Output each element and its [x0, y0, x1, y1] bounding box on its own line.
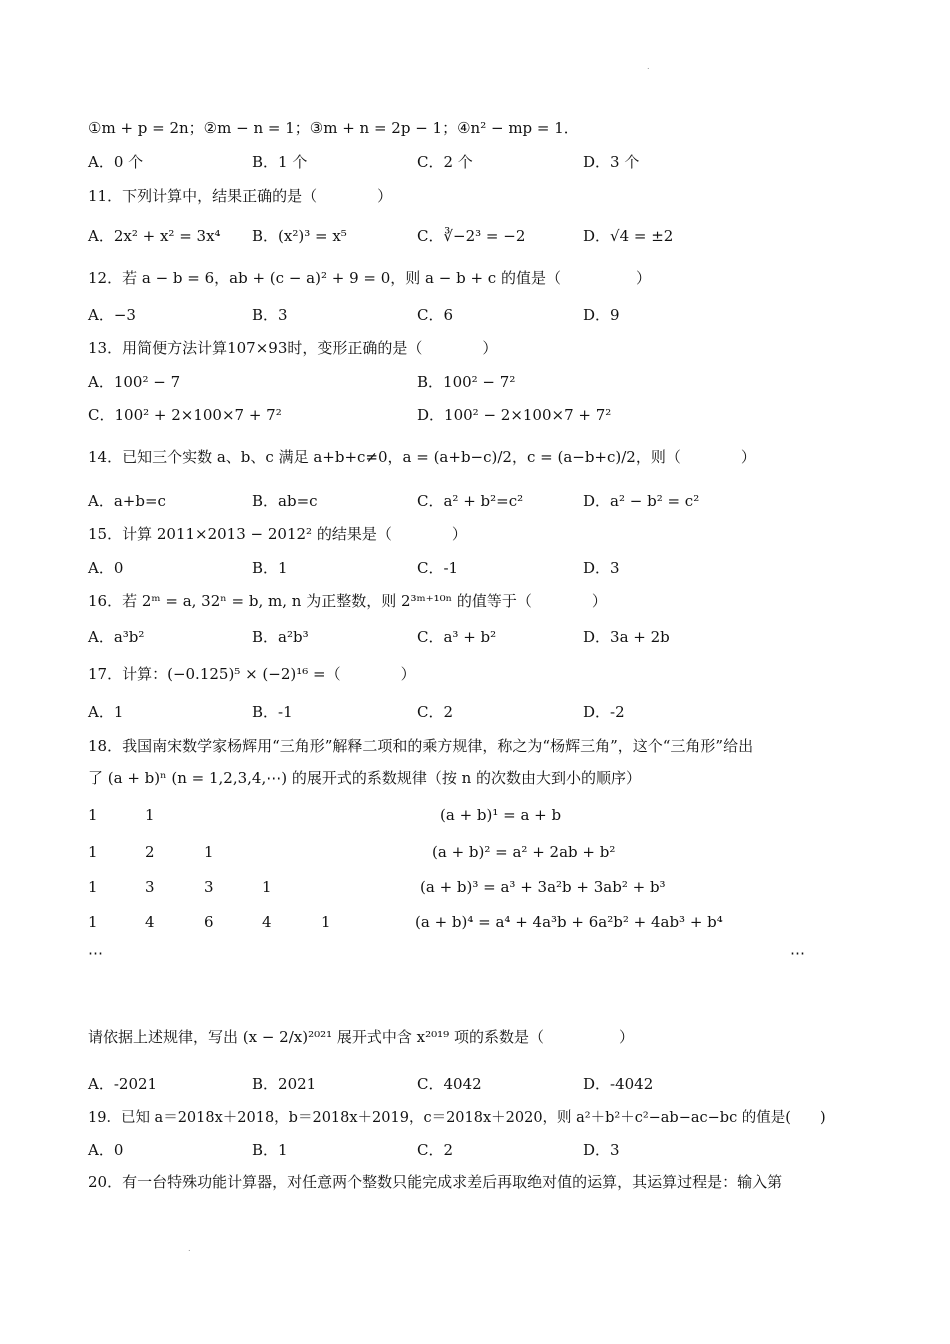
q11-option-d: D．√4 = ±2 — [583, 227, 674, 245]
triangle-row1-num1: 1 — [88, 806, 98, 824]
q18-stem-line1: 18．我国南宋数学家杨辉用“三角形”解释二项和的乘方规律，称之为“杨辉三角”，这个“三角形”给出 — [88, 737, 754, 755]
q17-option-d: D．-2 — [583, 703, 625, 721]
q16-option-b: B．a²b³ — [252, 628, 309, 646]
triangle-ellipsis-left: ⋯ — [88, 944, 103, 962]
q19-option-a: A．0 — [88, 1141, 124, 1159]
q16-option-d: D．3a + 2b — [583, 628, 670, 646]
q12-option-b: B．3 — [252, 306, 288, 324]
q17-option-c: C．2 — [417, 703, 454, 721]
q18-option-c: C．4042 — [417, 1075, 482, 1093]
triangle-row3-num4: 1 — [262, 878, 272, 896]
q10-option-a: A．0 个 — [88, 153, 144, 171]
q18-stem-line2: 了 (a + b)ⁿ (n = 1,2,3,4,⋯) 的展开式的系数规律（按 n 的次数由大到小的顺序） — [88, 769, 642, 787]
q11-option-c: C．∛−2³ = −2 — [417, 227, 526, 245]
triangle-row2-formula: (a + b)² = a² + 2ab + b² — [432, 843, 616, 861]
q15-option-d: D．3 — [583, 559, 620, 577]
q11-option-b: B．(x²)³ = x⁵ — [252, 227, 347, 245]
q17-option-a: A．1 — [88, 703, 124, 721]
triangle-row2-num3: 1 — [204, 843, 214, 861]
triangle-row2-num1: 1 — [88, 843, 98, 861]
q13-option-d: D．100² − 2×100×7 + 7² — [417, 406, 612, 424]
q14-stem: 14．已知三个实数 a、b、c 满足 a+b+c≠0，a = (a+b−c)/2，c = (a−b+c)/2，则（ ） — [88, 448, 756, 466]
q12-option-d: D．9 — [583, 306, 620, 324]
q19-stem: 19．已知 a＝2018x＋2018，b＝2018x＋2019，c＝2018x＋2020，则 a²＋b²＋c²−ab−ac−bc 的值是( ) — [88, 1110, 826, 1126]
triangle-row4-formula: (a + b)⁴ = a⁴ + 4a³b + 6a²b² + 4ab³ + b⁴ — [415, 913, 723, 931]
q13-stem: 13．用简便方法计算107×93时，变形正确的是（ ） — [88, 339, 498, 357]
q18-question: 请依据上述规律，写出 (x − 2/x)²⁰²¹ 展开式中含 x²⁰¹⁹ 项的系数是（ ） — [88, 1028, 634, 1046]
q18-option-a: A．-2021 — [88, 1075, 158, 1093]
q13-option-c: C．100² + 2×100×7 + 7² — [88, 406, 282, 424]
q12-option-a: A．−3 — [88, 306, 136, 324]
triangle-row4-num3: 6 — [204, 913, 214, 931]
q16-option-c: C．a³ + b² — [417, 628, 497, 646]
q15-stem: 15．计算 2011×2013 − 2012² 的结果是（ ） — [88, 525, 467, 543]
q10-option-b: B．1 个 — [252, 153, 308, 171]
q16-stem: 16．若 2ᵐ = a, 32ⁿ = b, m, n 为正整数，则 2³ᵐ⁺¹⁰ⁿ 的值等于（ ） — [88, 592, 607, 610]
q17-stem: 17．计算：(−0.125)⁵ × (−2)¹⁶ =（ ） — [88, 665, 416, 683]
q14-option-c: C．a² + b²=c² — [417, 492, 524, 510]
q10-option-c: C．2 个 — [417, 153, 473, 171]
q16-option-a: A．a³b² — [88, 628, 145, 646]
triangle-row4-num2: 4 — [145, 913, 155, 931]
q12-stem: 12．若 a − b = 6，ab + (c − a)² + 9 = 0，则 a − b + c 的值是（ ） — [88, 269, 651, 287]
triangle-row3-num1: 1 — [88, 878, 98, 896]
q10-conditions: ①m + p = 2n；②m − n = 1；③m + n = 2p − 1；④n² − mp = 1． — [88, 119, 579, 137]
q20-stem: 20．有一台特殊功能计算器，对任意两个整数只能完成求差后再取绝对值的运算，其运算过程是：输入第 — [88, 1173, 783, 1191]
triangle-row3-num2: 3 — [145, 878, 155, 896]
page-mark-top: . — [647, 62, 650, 71]
q18-option-b: B．2021 — [252, 1075, 317, 1093]
triangle-row4-num5: 1 — [321, 913, 331, 931]
page-mark-bottom: . — [188, 1244, 191, 1253]
triangle-row1-formula: (a + b)¹ = a + b — [440, 806, 562, 824]
q19-option-b: B．1 — [252, 1141, 288, 1159]
triangle-row4-num4: 4 — [262, 913, 272, 931]
triangle-row3-num3: 3 — [204, 878, 214, 896]
q17-option-b: B．-1 — [252, 703, 293, 721]
q13-option-a: A．100² − 7 — [88, 373, 181, 391]
q11-option-a: A．2x² + x² = 3x⁴ — [88, 227, 221, 245]
triangle-row2-num2: 2 — [145, 843, 155, 861]
q11-stem: 11．下列计算中，结果正确的是（ ） — [88, 187, 393, 205]
triangle-row3-formula: (a + b)³ = a³ + 3a²b + 3ab² + b³ — [420, 878, 666, 896]
q19-option-c: C．2 — [417, 1141, 454, 1159]
q13-option-b: B．100² − 7² — [417, 373, 516, 391]
q14-option-d: D．a² − b² = c² — [583, 492, 700, 510]
q18-option-d: D．-4042 — [583, 1075, 654, 1093]
triangle-row1-num2: 1 — [145, 806, 155, 824]
q19-option-d: D．3 — [583, 1141, 620, 1159]
q14-option-a: A．a+b=c — [88, 492, 166, 510]
q15-option-c: C．-1 — [417, 559, 459, 577]
q15-option-a: A．0 — [88, 559, 124, 577]
q10-option-d: D．3 个 — [583, 153, 640, 171]
q14-option-b: B．ab=c — [252, 492, 318, 510]
triangle-ellipsis-right: ⋯ — [790, 944, 805, 962]
q15-option-b: B．1 — [252, 559, 288, 577]
q12-option-c: C．6 — [417, 306, 454, 324]
triangle-row4-num1: 1 — [88, 913, 98, 931]
